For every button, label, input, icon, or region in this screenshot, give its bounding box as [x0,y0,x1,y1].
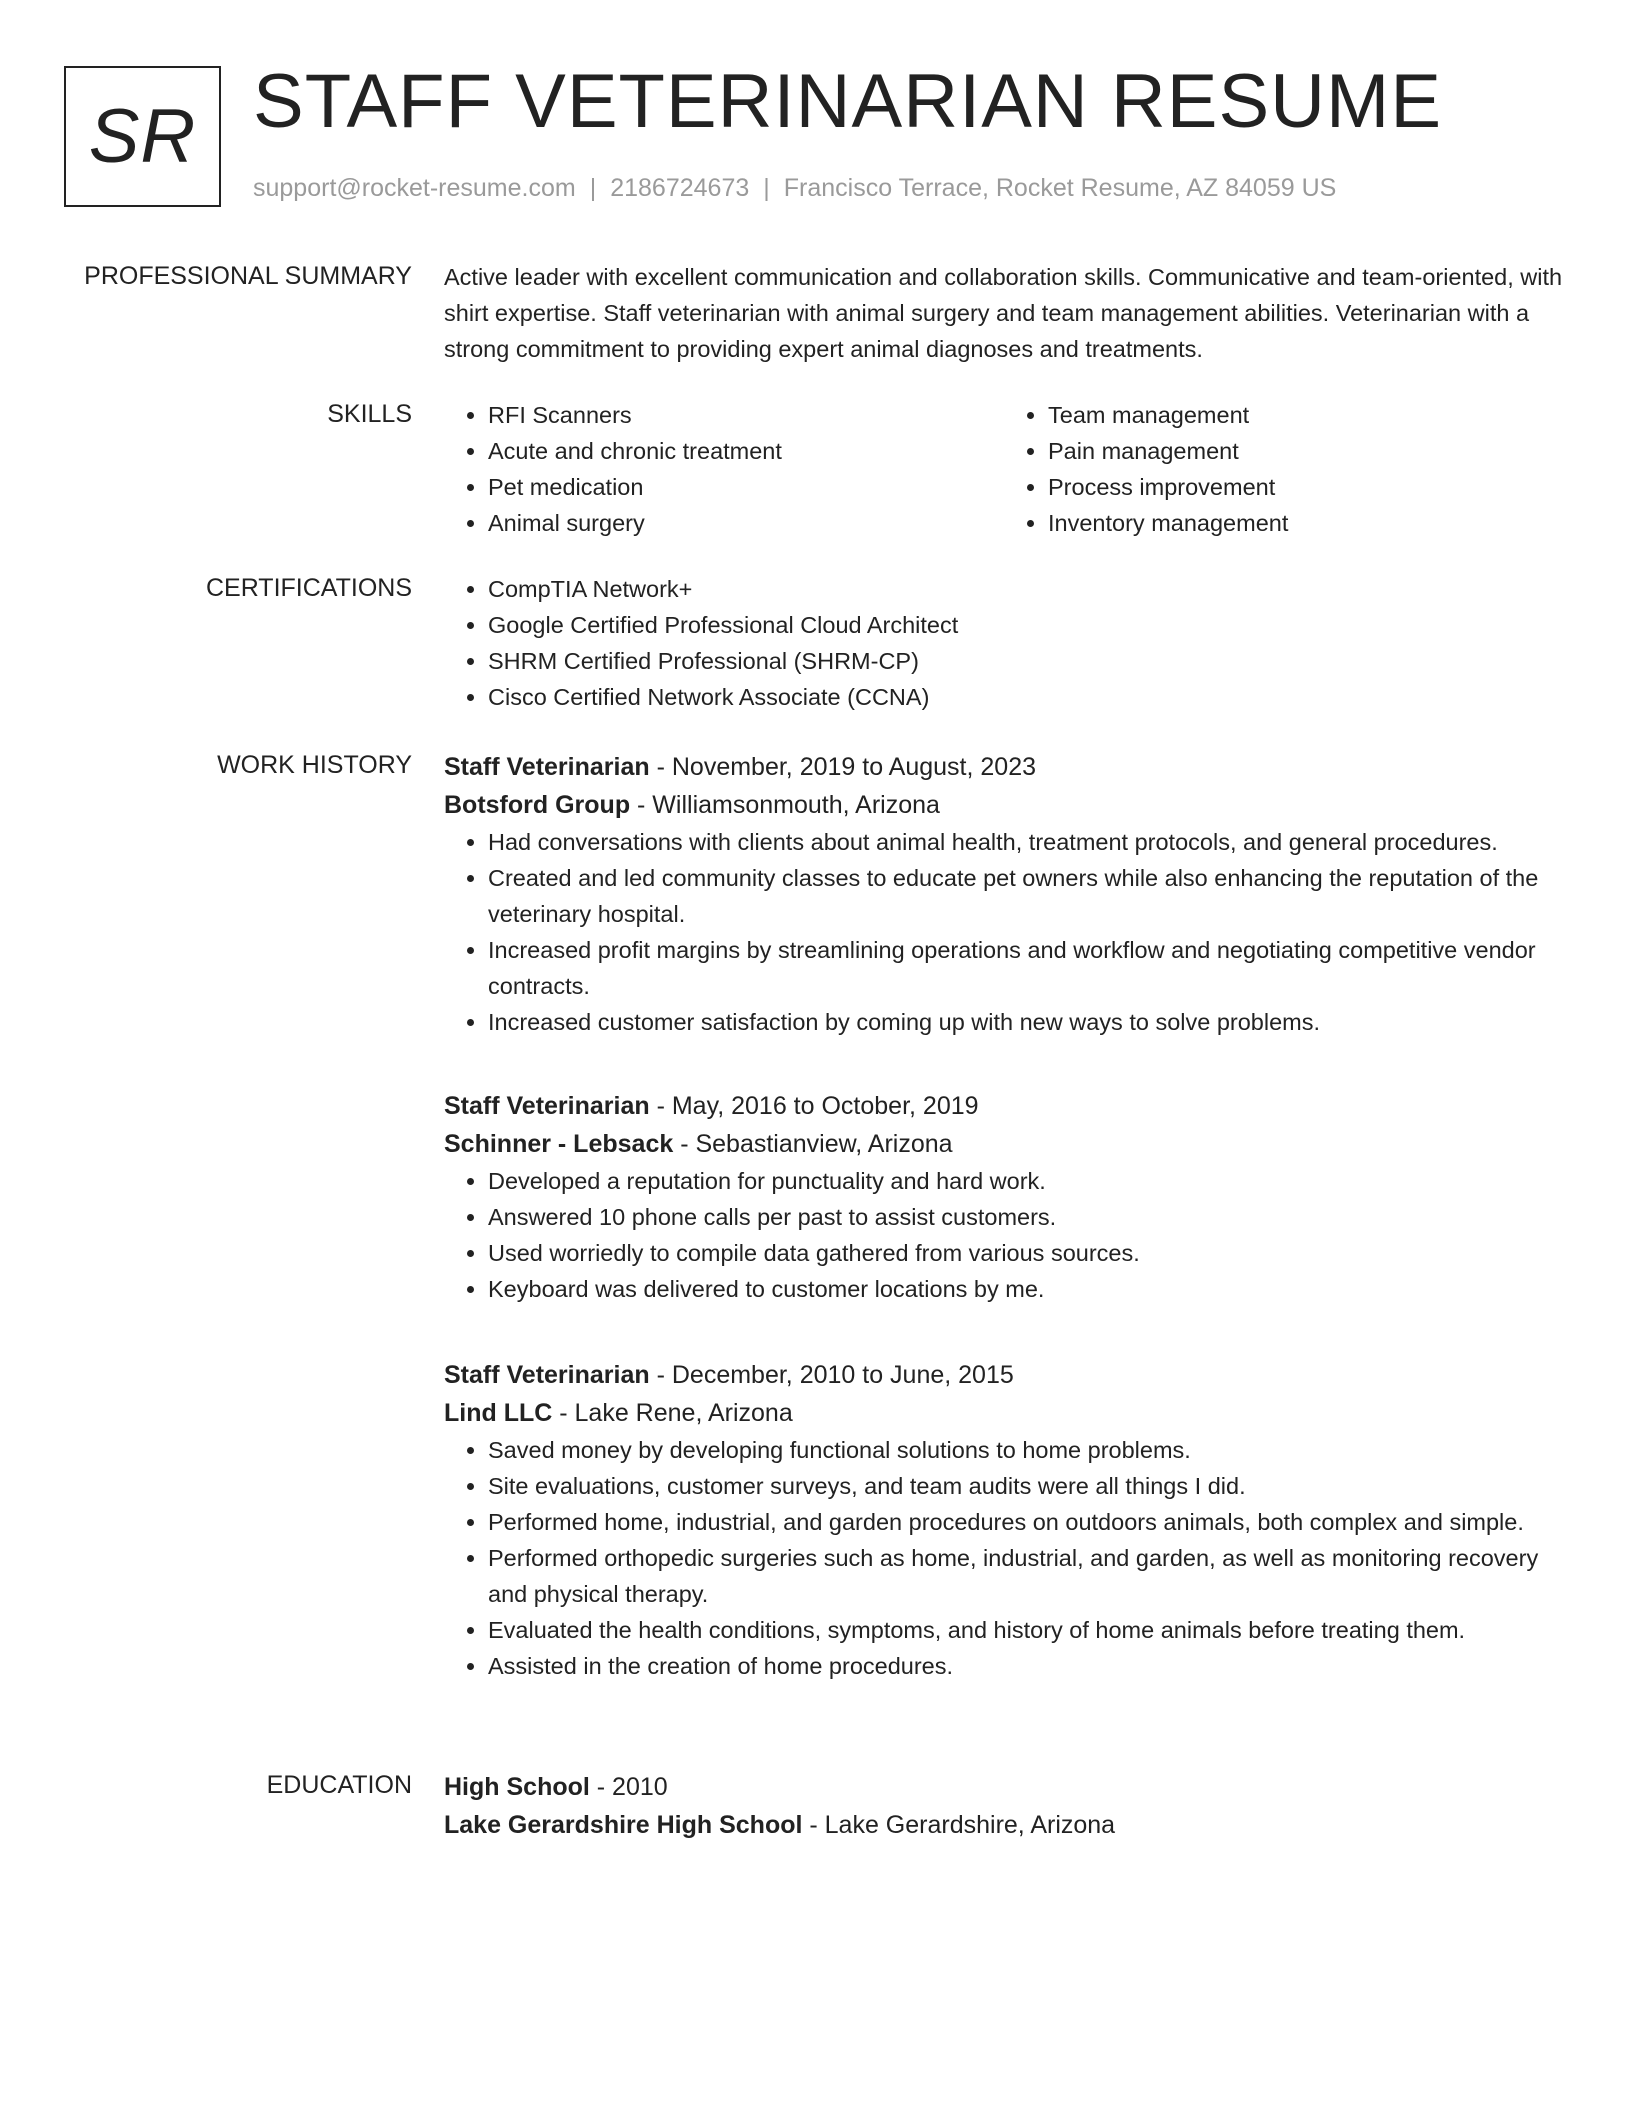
certifications-list [444,571,1564,715]
skills-list-right [1004,397,1564,541]
job-dates: - December, 2010 to June, 2015 [649,1361,1014,1389]
job-entry [444,1356,1564,1684]
education-body [444,1768,1564,1844]
job-bullet: • Performed orthopedic surgeries such as home, industrial, and garden, as well as monitoring recovery and physical therapy. [488,1540,1564,1612]
contact-address: Francisco Terrace, Rocket Resume, AZ 84059 US [783,174,1337,202]
job-bullet: • Evaluated the health conditions, symptoms, and history of home animals before treating them. [488,1612,1564,1648]
job-entry [444,1087,1564,1307]
work-history-label: WORK HISTORY [217,751,412,779]
job-dates: - November, 2019 to August, 2023 [649,753,1037,781]
work-history-body [444,748,1564,1040]
job-title: Staff Veterinarian [444,753,650,781]
job-title-line [444,1087,1564,1125]
initials-text: SR [88,94,197,179]
education-degree-line [444,1768,1564,1806]
job-bullet: • Assisted in the creation of home procedures. [488,1648,1564,1684]
job-bullets [444,824,1564,1040]
job-bullet: • Answered 10 phone calls per past to assist customers. [488,1199,1564,1235]
job-bullets [444,1432,1564,1684]
skills-body [444,397,1564,541]
certifications-body [444,571,1564,715]
job-title: Staff Veterinarian [444,1092,650,1120]
job-org-line [444,1125,1564,1163]
skill-item: • Acute and chronic treatment [488,433,1004,469]
skill-item: • Inventory management [1048,505,1564,541]
job-entry [444,748,1564,1040]
skill-item: • Team management [1048,397,1564,433]
education-label: EDUCATION [266,1771,412,1799]
job-bullet: • Increased customer satisfaction by coming up with new ways to solve problems. [488,1004,1564,1040]
job-location: - Sebastianview, Arizona [673,1130,953,1158]
job-location: - Williamsonmouth, Arizona [630,791,940,819]
job-company: Lind LLC [444,1399,553,1427]
job-title-line [444,1356,1564,1394]
job-bullet: • Increased profit margins by streamlining operations and workflow and negotiating competitive vendor contracts. [488,932,1564,1004]
contact-separator: | [589,174,597,202]
skill-item: • Pain management [1048,433,1564,469]
job-bullet: • Site evaluations, customer surveys, and team audits were all things I did. [488,1468,1564,1504]
certification-item: • Cisco Certified Network Associate (CCNA) [488,679,1564,715]
job-org-line [444,1394,1564,1432]
job-location: - Lake Rene, Arizona [552,1399,793,1427]
contact-email: support@rocket-resume.com [253,174,576,202]
education-location: - Lake Gerardshire, Arizona [802,1811,1116,1839]
contact-separator: | [763,174,770,202]
education-year: - 2010 [589,1773,668,1801]
job-title: Staff Veterinarian [444,1361,650,1389]
skill-item: • RFI Scanners [488,397,1004,433]
summary-text: Active leader with excellent communication and collaboration skills. Communicative and team-oriented, with shirt expertise. Staff veterinarian with animal surgery and team management abilities. Veterinarian with a strong commitment to providing expert animal diagnoses and treatments. [444,264,1563,362]
certifications-label: CERTIFICATIONS [205,574,412,602]
initials-monogram [64,66,221,207]
skill-item: • Animal surgery [488,505,1004,541]
job-title-line [444,748,1564,786]
job-bullet: • Used worriedly to compile data gathered from various sources. [488,1235,1564,1271]
summary-label: PROFESSIONAL SUMMARY [84,262,412,290]
skill-item: • Pet medication [488,469,1004,505]
job-bullet: • Keyboard was delivered to customer locations by me. [488,1271,1564,1307]
job-bullet: • Performed home, industrial, and garden procedures on outdoors animals, both complex and simple. [488,1504,1564,1540]
contact-line [253,174,1336,203]
job-org-line [444,786,1564,824]
skills-list-left [444,397,1004,541]
education-school-line [444,1806,1564,1844]
work-history-body-3 [444,1356,1564,1684]
certification-item: • SHRM Certified Professional (SHRM-CP) [488,643,1564,679]
skills-label: SKILLS [327,400,412,428]
education-degree: High School [444,1773,590,1801]
job-company: Schinner - Lebsack [444,1130,674,1158]
education-school: Lake Gerardshire High School [444,1811,803,1839]
job-dates: - May, 2016 to October, 2019 [649,1092,979,1120]
job-bullet: • Saved money by developing functional solutions to home problems. [488,1432,1564,1468]
job-bullet: • Had conversations with clients about animal health, treatment protocols, and general procedures. [488,824,1564,860]
job-bullet: • Developed a reputation for punctuality and hard work. [488,1163,1564,1199]
certification-item: • CompTIA Network+ [488,571,1564,607]
job-bullet: • Created and led community classes to educate pet owners while also enhancing the reputation of the veterinary hospital. [488,860,1564,932]
job-bullets [444,1163,1564,1307]
summary-body [444,259,1564,367]
contact-phone: 2186724673 [610,174,750,202]
skill-item: • Process improvement [1048,469,1564,505]
work-history-body-2 [444,1087,1564,1307]
resume-title: STAFF VETERINARIAN RESUME [253,59,1443,144]
job-company: Botsford Group [444,791,631,819]
certification-item: • Google Certified Professional Cloud Architect [488,607,1564,643]
